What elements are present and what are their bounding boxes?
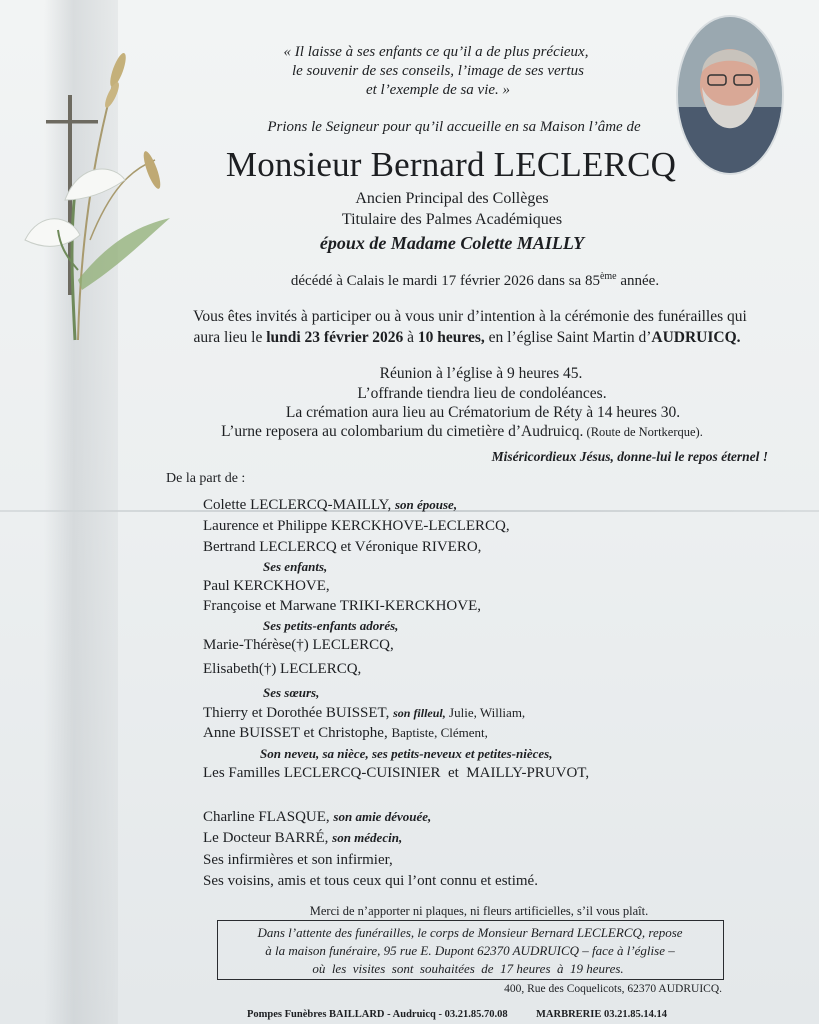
family-line: Bertrand LECLERCQ et Véronique RIVERO,	[203, 539, 482, 555]
deceased-name: Monsieur Bernard LECLERCQ	[225, 145, 677, 184]
home-address: 400, Rue des Coquelicots, 62370 AUDRUICQ.	[504, 983, 722, 995]
urn-text: L’urne reposera au colombarium du cimetière d’Audruicq.	[221, 423, 584, 440]
death-text-end: année.	[616, 273, 660, 289]
deceased-title-1: Ancien Principal des Collèges	[355, 190, 549, 207]
death-text: décédé à Calais le mardi 17 février 2026 dans sa 85	[290, 273, 600, 289]
family-line	[203, 809, 431, 826]
quote-line-1: « Il laisse à ses enfants ce qu’il a de plus précieux,	[283, 44, 589, 60]
family-relation-line: Ses enfants,	[263, 559, 328, 574]
quote-line-2: le souvenir de ses conseils, l’image de ses vertus	[291, 63, 585, 79]
ceremony-time: 10 heures,	[417, 329, 485, 346]
schedule-line-2: L’offrande tiendra lieu de condoléances.	[357, 385, 607, 402]
family-name: Le Docteur BARRÉ,	[203, 830, 333, 846]
family-name: Colette LECLERCQ-MAILLY,	[203, 497, 395, 513]
family-line: Ses infirmières et son infirmier,	[203, 852, 393, 868]
family-name: Anne BUISSET et Christophe,	[203, 725, 392, 741]
funeral-home-contact: Pompes Funèbres BAILLARD - Audruicq - 03.21.85.70.08	[247, 1009, 508, 1020]
quote-line-3: et l’exemple de sa vie. »	[365, 82, 511, 98]
family-relation: son médecin,	[332, 830, 403, 845]
urn-note: (Route de Nortkerque).	[583, 425, 703, 439]
death-superscript: ème	[599, 271, 617, 282]
family-line: Françoise et Marwane TRIKI-KERCKHOVE,	[203, 598, 481, 614]
family-name: Thierry et Dorothée BUISSET,	[203, 705, 394, 721]
rest-box-line-3: où les visites sont souhaitées de 17 heures à 19 heures.	[312, 961, 624, 976]
from-label: De la part de :	[166, 471, 246, 486]
invitation-line-1: Vous êtes invités à participer ou à vous unir d’intention à la cérémonie des funérailles qui	[193, 308, 747, 325]
family-relation: son filleul,	[393, 706, 446, 720]
prayer-line: Prions le Seigneur pour qu’il accueille en sa Maison l’âme de	[267, 119, 641, 135]
family-line: Elisabeth(†) LECLERCQ,	[203, 661, 362, 677]
rest-box-line-2: à la maison funéraire, 95 rue E. Dupont 62370 AUDRUICQ – face à l’église –	[265, 943, 675, 958]
schedule-line-3: La crémation aura lieu au Crématorium de Réty à 14 heures 30.	[285, 404, 681, 421]
invitation-text: en l’église Saint Martin d’	[484, 329, 652, 346]
family-line	[203, 725, 488, 742]
deceased-title-2: Titulaire des Palmes Académiques	[341, 211, 563, 228]
family-relation: son amie dévouée,	[333, 809, 432, 824]
invitation-text: à	[403, 329, 418, 346]
cross-lily-decoration	[20, 40, 180, 350]
family-name: Baptiste, Clément,	[391, 725, 488, 740]
family-line	[203, 705, 525, 722]
family-relation-line: Son neveu, sa nièce, ses petits-neveux et petites-nièces,	[260, 746, 553, 761]
family-relation: son épouse,	[394, 497, 458, 512]
family-line: Laurence et Philippe KERCKHOVE-LECLERCQ,	[203, 518, 510, 534]
invitation-line-2	[193, 329, 740, 347]
family-relation-line: Ses petits-enfants adorés,	[263, 618, 399, 633]
rest-box-line-1: Dans l’attente des funérailles, le corps de Monsieur Bernard LECLERCQ, repose	[257, 925, 683, 940]
family-line: Ses voisins, amis et tous ceux qui l’ont connu et estimé.	[203, 873, 538, 889]
schedule-line-1: Réunion à l’église à 9 heures 45.	[379, 365, 583, 382]
family-name: Charline FLASQUE,	[203, 809, 334, 825]
calla-lily-icon	[25, 169, 170, 340]
schedule-line-4	[221, 423, 703, 441]
family-relation-line: Ses sœurs,	[263, 685, 320, 700]
flowers-request: Merci de n’apporter ni plaques, ni fleurs artificielles, s’il vous plaît.	[309, 904, 649, 918]
family-line	[203, 830, 402, 847]
ceremony-date: lundi 23 février 2026	[266, 329, 404, 346]
ceremony-town: AUDRUICQ.	[651, 329, 741, 346]
family-line: Paul KERCKHOVE,	[203, 578, 330, 594]
family-line	[203, 497, 457, 514]
spouse-line: époux de Madame Colette MAILLY	[319, 233, 585, 253]
stonemason-contact: MARBRERIE 03.21.85.14.14	[536, 1009, 667, 1020]
family-name: Julie, William,	[445, 705, 526, 720]
family-line: Les Familles LECLERCQ-CUISINIER et MAILLY-PRUVOT,	[203, 765, 590, 781]
invitation-text: aura lieu le	[193, 329, 267, 346]
portrait-photo	[678, 17, 782, 173]
death-line	[291, 271, 659, 290]
family-line: Marie-Thérèse(†) LECLERCQ,	[203, 637, 394, 653]
blessing-line: Miséricordieux Jésus, donne-lui le repos éternel !	[491, 449, 768, 464]
